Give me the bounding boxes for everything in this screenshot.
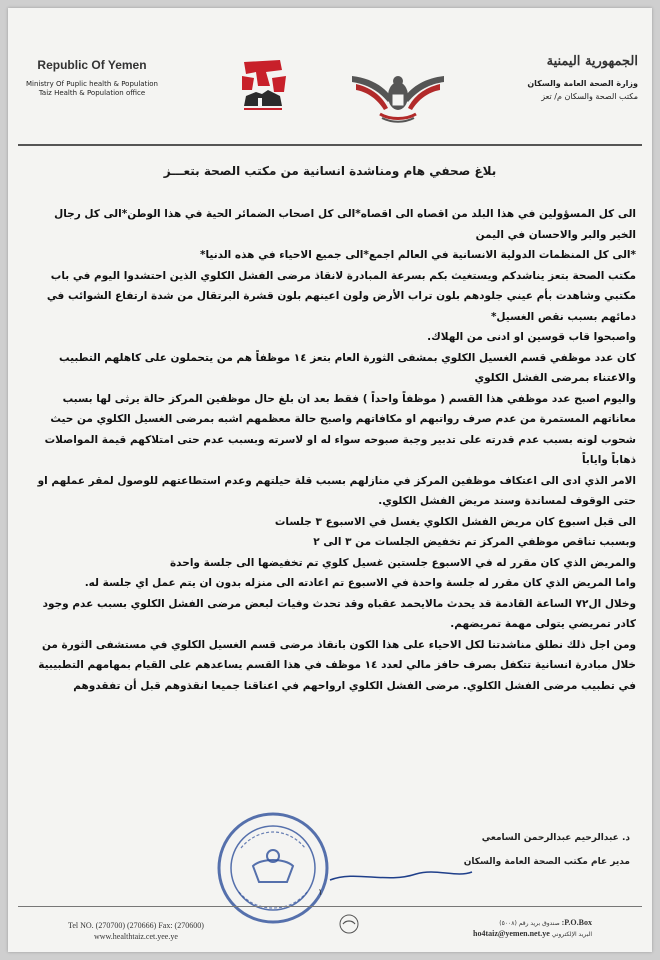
- footer-contact-en: [68, 920, 204, 942]
- paragraph: ومن اجل ذلك نطلق مناشدتنا لكل الاحياء على هذا الكون بانقاذ مرضى قسم الغسيل الكلوي في مستشفى الثورة من خلال مبادرة انسانية تتكفل بصرف حافز مالي لعدد ١٤ موظف في هذا القسم يساعدهم على القيام بمهامهم التطبيبية في تطبيب مرضى الفشل الكلوي. مرضى الفشل الكلوي ارواحهم في اعناقنا جميعا انقذوهم قبل أن تفقدوهم: [38, 638, 636, 692]
- paragraph: مكتب الصحة بتعز يناشدكم ويستغيث بكم بسرعة المبادرة لانقاذ مرضى الفشل الكلوي الذين احتشدوا اليوم في باب مكتبي وشاهدت بأم عيني جلودهم بلون تراب الأرض ولون اعينهم بلون قشرة البرتقال من شدة ارتفاع الشوائب في دمائهم بسبب نقص الغسيل*: [46, 269, 636, 323]
- paragraph: واصبحوا قاب قوسين او ادنى من الهلاك.: [427, 331, 636, 343]
- paragraph: الامر الذي ادى الى اعتكاف موظفين المركز في منازلهم بسبب قلة حيلتهم وعدم استطاعتهم للوصول لمقر عملهم او حتى الوقوف لمساندة وسند مريض الفشل الكلوي.: [37, 474, 636, 507]
- footer-website: www.healthtaiz.cet.yee.ye: [93, 932, 178, 941]
- document-title: بلاغ صحفي هام ومناشدة انسانية من مكتب الصحة بتعـــز: [163, 164, 497, 178]
- header-english: [22, 58, 162, 98]
- paragraph: الى قبل اسبوع كان مريض الفشل الكلوي يغسل في الاسبوع ٣ جلسات: [274, 515, 636, 528]
- paragraph: واليوم اصبح عدد موظفي هذا القسم ( موظفاً واحداً ) فقط بعد ان بلغ حال موظفين المركز حالة يرثى لها بسبب معاناتهم المستمرة من عدم صرف رواتبهم او مكافاتهم واصبح حالة معظمهم اشبه بمرضى الغسيل الكلوي من حيث شحوب لونه بسبب عدم قدرته على تدبير وجبة صبوحه سواء له او لاسرته وبسبب عدم حتى امتلاكهم قيمة المواصلات ذهاباً واياباً: [44, 392, 636, 466]
- paragraph: الى كل المسؤولين في هذا البلد من اقصاه الى اقصاه*الى كل اصحاب الضمائر الحية في هذا الوطن*الى كل رجال الخير والبر والاحسان في اليمن: [54, 208, 636, 241]
- header-arabic: [478, 54, 638, 101]
- footer-po-box-label: P.O.Box:: [561, 918, 592, 927]
- signature-block: [464, 826, 630, 874]
- taiz-logo-icon: [236, 56, 290, 114]
- paragraph: وبسبب تناقص موظفي المركز تم تخفيض الجلسات من ٣ الى ٢: [313, 536, 636, 548]
- signatory-name: د. عبدالرحيم عبدالرحمن السامعي: [481, 833, 630, 843]
- republic-name-en: Republic Of Yemen: [37, 58, 147, 72]
- footer-phones: Tel NO. (270700) (270666) Fax: (270600): [68, 921, 204, 930]
- footer-email-label: البريد الإلكتروني: [551, 931, 592, 938]
- page-number: ١: [318, 888, 323, 898]
- footer-email: ho4taiz@yemen.net.ye: [473, 929, 550, 938]
- official-stamp-icon: [213, 808, 333, 928]
- office-name-ar: مكتب الصحة والسكان م/ تعز: [541, 92, 638, 101]
- ministry-name-en: Ministry Of Puplic health & Population: [26, 80, 158, 88]
- ministry-name-ar: وزارة الصحة العامة والسكان: [527, 79, 638, 88]
- paragraph: واما المريض الذي كان مقرر له جلسة واحدة في الاسبوع تم اعادته الى منزله بدون ان يتم عمل اي جلسة له.: [84, 577, 636, 589]
- signatory-role: مدير عام مكتب الصحة العامة والسكان: [463, 857, 630, 867]
- paragraph: *الى كل المنظمات الدولية الانسانية في العالم اجمع*الى جميع الاحياء في هذه الدنيا*: [199, 249, 636, 261]
- handwritten-signature-icon: [326, 866, 476, 886]
- footer-divider: [18, 906, 642, 907]
- footer-po-box: صندوق بريد رقم (٥٠٠٨): [499, 920, 560, 927]
- header-divider: [18, 144, 642, 146]
- paragraph: والمريض الذي كان مقرر له في الاسبوع جلستين غسيل كلوي تم تخفيضها الى جلسة واحدة: [169, 556, 636, 569]
- office-name-en: Taiz Health & Population office: [38, 89, 146, 97]
- paragraph: كان عدد موظفي قسم الغسيل الكلوي بمشفى الثورة العام بتعز ١٤ موظفاً هم من يتحملون على كاهلهم التطبيب والاعتناء بمرضى الفشل الكلوي: [58, 351, 636, 384]
- yemen-eagle-emblem-icon: [350, 68, 446, 124]
- paragraph: وخلال ال٧٢ الساعة القادمة قد يحدث مالايحمد عقباه وقد تحدث وفيات لبعض مرضى الفشل الكلوي بسبب عدم وجود كادر تمريضي يتولى مهمة تمريضهم.: [42, 597, 636, 630]
- letter-body: [26, 204, 636, 696]
- footer-contact-ar: [473, 918, 592, 940]
- republic-name-ar: الجمهورية اليمنية: [546, 54, 638, 69]
- footer-emblem-icon: [338, 914, 360, 934]
- letter-page: [8, 8, 652, 952]
